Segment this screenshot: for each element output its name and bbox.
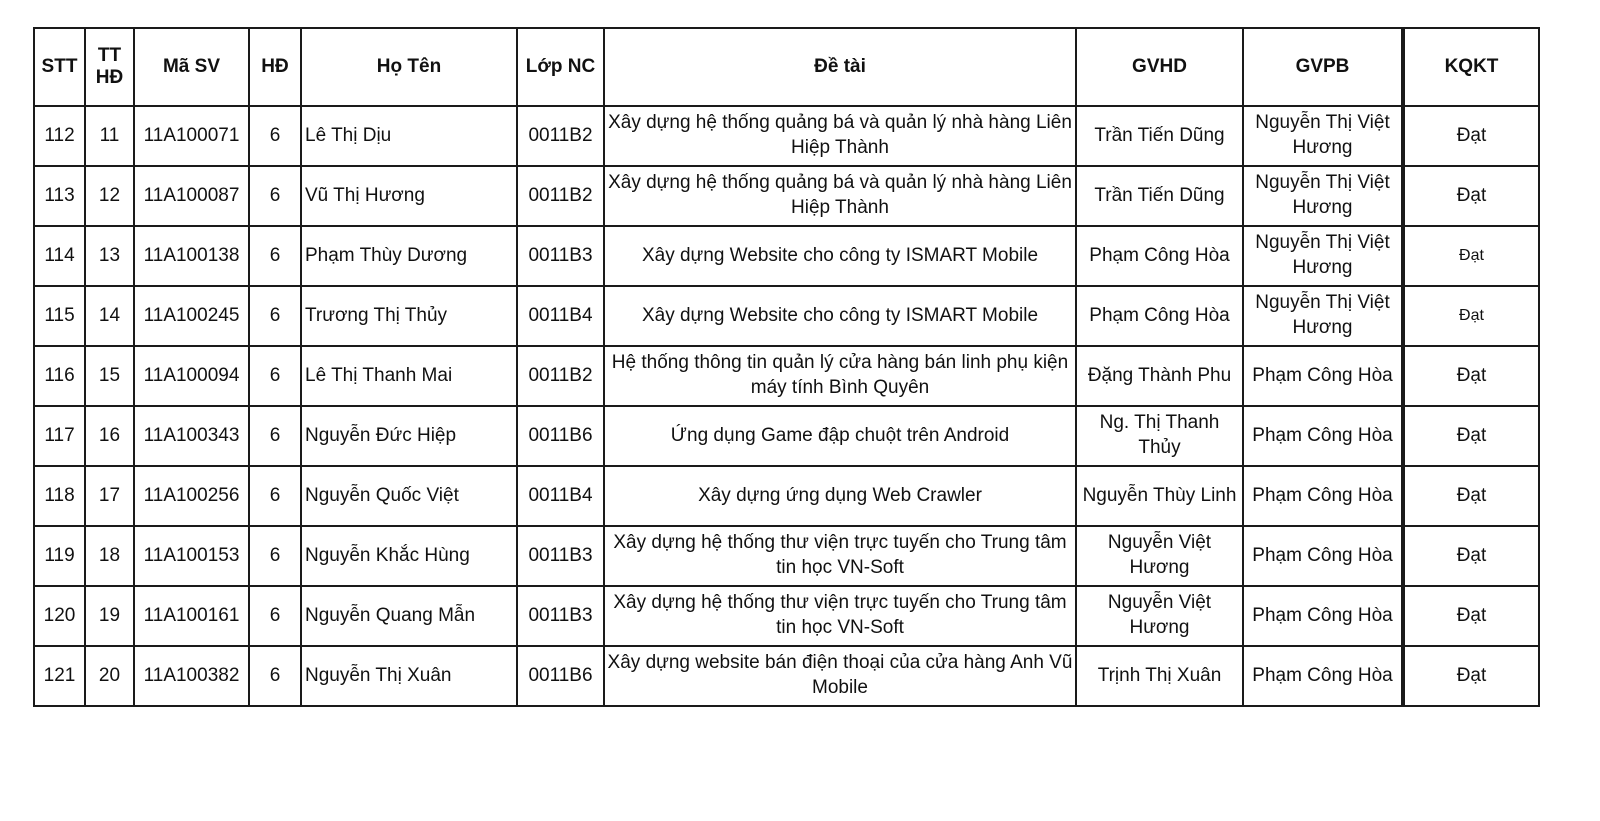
cell-ho-ten: Nguyễn Quang Mẫn xyxy=(301,586,517,646)
cell-gvpb: Phạm Công Hòa xyxy=(1243,466,1403,526)
cell-gvhd: Nguyễn Việt Hương xyxy=(1076,586,1243,646)
header-de-tai: Đề tài xyxy=(604,28,1076,106)
table-row xyxy=(34,526,1539,586)
header-ho-ten: Họ Tên xyxy=(301,28,517,106)
cell-gvhd: Trịnh Thị Xuân xyxy=(1076,646,1243,706)
cell-de-tai: Xây dựng website bán điện thoại của cửa hàng Anh Vũ Mobile xyxy=(604,646,1076,706)
cell-lop-nc: 0011B2 xyxy=(517,166,604,226)
cell-gvhd: Ng. Thị Thanh Thủy xyxy=(1076,406,1243,466)
cell-stt: 120 xyxy=(34,586,85,646)
cell-stt: 116 xyxy=(34,346,85,406)
cell-lop-nc: 0011B3 xyxy=(517,586,604,646)
cell-lop-nc: 0011B4 xyxy=(517,466,604,526)
cell-de-tai: Xây dựng Website cho công ty ISMART Mobile xyxy=(604,286,1076,346)
table-row xyxy=(34,286,1539,346)
table-row xyxy=(34,406,1539,466)
cell-kqkt: Đạt xyxy=(1403,406,1539,466)
cell-gvpb: Phạm Công Hòa xyxy=(1243,346,1403,406)
cell-gvpb: Phạm Công Hòa xyxy=(1243,646,1403,706)
cell-ho-ten: Vũ Thị Hương xyxy=(301,166,517,226)
cell-lop-nc: 0011B3 xyxy=(517,226,604,286)
cell-tt-hd: 11 xyxy=(85,106,134,166)
cell-hd: 6 xyxy=(249,166,301,226)
cell-hd: 6 xyxy=(249,286,301,346)
cell-ho-ten: Phạm Thùy Dương xyxy=(301,226,517,286)
table-body xyxy=(34,106,1539,706)
cell-ho-ten: Nguyễn Thị Xuân xyxy=(301,646,517,706)
cell-stt: 114 xyxy=(34,226,85,286)
cell-stt: 113 xyxy=(34,166,85,226)
cell-gvhd: Nguyễn Thùy Linh xyxy=(1076,466,1243,526)
cell-ho-ten: Lê Thị Thanh Mai xyxy=(301,346,517,406)
cell-de-tai: Xây dựng ứng dụng Web Crawler xyxy=(604,466,1076,526)
cell-gvpb: Phạm Công Hòa xyxy=(1243,586,1403,646)
table-row xyxy=(34,646,1539,706)
table-header xyxy=(34,28,1539,106)
cell-tt-hd: 17 xyxy=(85,466,134,526)
cell-ma-sv: 11A100161 xyxy=(134,586,249,646)
results-table xyxy=(33,27,1540,707)
cell-stt: 112 xyxy=(34,106,85,166)
cell-gvpb: Phạm Công Hòa xyxy=(1243,526,1403,586)
cell-lop-nc: 0011B3 xyxy=(517,526,604,586)
cell-hd: 6 xyxy=(249,586,301,646)
cell-de-tai: Ứng dụng Game đập chuột trên Android xyxy=(604,406,1076,466)
cell-kqkt: Đạt xyxy=(1403,226,1539,286)
cell-lop-nc: 0011B6 xyxy=(517,646,604,706)
cell-gvpb: Nguyễn Thị Việt Hương xyxy=(1243,106,1403,166)
header-stt: STT xyxy=(34,28,85,106)
cell-stt: 115 xyxy=(34,286,85,346)
cell-lop-nc: 0011B2 xyxy=(517,346,604,406)
cell-hd: 6 xyxy=(249,406,301,466)
table-row xyxy=(34,106,1539,166)
cell-kqkt: Đạt xyxy=(1403,586,1539,646)
table-row xyxy=(34,226,1539,286)
header-ma-sv: Mã SV xyxy=(134,28,249,106)
cell-kqkt: Đạt xyxy=(1403,166,1539,226)
header-row xyxy=(34,28,1539,106)
cell-ma-sv: 11A100153 xyxy=(134,526,249,586)
cell-ho-ten: Trương Thị Thủy xyxy=(301,286,517,346)
cell-stt: 121 xyxy=(34,646,85,706)
cell-lop-nc: 0011B4 xyxy=(517,286,604,346)
cell-tt-hd: 16 xyxy=(85,406,134,466)
cell-gvhd: Phạm Công Hòa xyxy=(1076,226,1243,286)
cell-de-tai: Xây dựng hệ thống quảng bá và quản lý nhà hàng Liên Hiệp Thành xyxy=(604,166,1076,226)
header-lop-nc: Lớp NC xyxy=(517,28,604,106)
cell-hd: 6 xyxy=(249,526,301,586)
cell-hd: 6 xyxy=(249,106,301,166)
cell-ma-sv: 11A100343 xyxy=(134,406,249,466)
cell-stt: 119 xyxy=(34,526,85,586)
cell-ma-sv: 11A100382 xyxy=(134,646,249,706)
cell-gvhd: Trần Tiến Dũng xyxy=(1076,106,1243,166)
cell-hd: 6 xyxy=(249,466,301,526)
cell-ma-sv: 11A100087 xyxy=(134,166,249,226)
cell-ma-sv: 11A100256 xyxy=(134,466,249,526)
cell-ho-ten: Nguyễn Đức Hiệp xyxy=(301,406,517,466)
cell-ma-sv: 11A100138 xyxy=(134,226,249,286)
cell-tt-hd: 12 xyxy=(85,166,134,226)
cell-tt-hd: 13 xyxy=(85,226,134,286)
cell-kqkt: Đạt xyxy=(1403,466,1539,526)
cell-kqkt: Đạt xyxy=(1403,346,1539,406)
cell-ho-ten: Lê Thị Dịu xyxy=(301,106,517,166)
cell-tt-hd: 19 xyxy=(85,586,134,646)
cell-hd: 6 xyxy=(249,226,301,286)
cell-de-tai: Hệ thống thông tin quản lý cửa hàng bán linh phụ kiện máy tính Bình Quyên xyxy=(604,346,1076,406)
cell-gvhd: Trần Tiến Dũng xyxy=(1076,166,1243,226)
cell-gvpb: Nguyễn Thị Việt Hương xyxy=(1243,226,1403,286)
cell-gvhd: Phạm Công Hòa xyxy=(1076,286,1243,346)
cell-gvpb: Nguyễn Thị Việt Hương xyxy=(1243,166,1403,226)
cell-ma-sv: 11A100245 xyxy=(134,286,249,346)
cell-stt: 117 xyxy=(34,406,85,466)
header-tt-hd: TT HĐ xyxy=(85,28,134,106)
cell-kqkt: Đạt xyxy=(1403,526,1539,586)
header-gvhd: GVHD xyxy=(1076,28,1243,106)
cell-de-tai: Xây dựng Website cho công ty ISMART Mobile xyxy=(604,226,1076,286)
cell-tt-hd: 14 xyxy=(85,286,134,346)
cell-ho-ten: Nguyễn Khắc Hùng xyxy=(301,526,517,586)
cell-gvhd: Đặng Thành Phu xyxy=(1076,346,1243,406)
cell-lop-nc: 0011B6 xyxy=(517,406,604,466)
cell-gvhd: Nguyễn Việt Hương xyxy=(1076,526,1243,586)
cell-kqkt: Đạt xyxy=(1403,646,1539,706)
cell-de-tai: Xây dựng hệ thống thư viện trực tuyến cho Trung tâm tin học VN-Soft xyxy=(604,586,1076,646)
cell-gvpb: Nguyễn Thị Việt Hương xyxy=(1243,286,1403,346)
cell-tt-hd: 20 xyxy=(85,646,134,706)
header-hd: HĐ xyxy=(249,28,301,106)
table-row xyxy=(34,346,1539,406)
cell-hd: 6 xyxy=(249,346,301,406)
table-row xyxy=(34,586,1539,646)
cell-stt: 118 xyxy=(34,466,85,526)
cell-ma-sv: 11A100094 xyxy=(134,346,249,406)
cell-tt-hd: 15 xyxy=(85,346,134,406)
cell-ho-ten: Nguyễn Quốc Việt xyxy=(301,466,517,526)
cell-tt-hd: 18 xyxy=(85,526,134,586)
header-gvpb: GVPB xyxy=(1243,28,1403,106)
table-row xyxy=(34,466,1539,526)
cell-de-tai: Xây dựng hệ thống thư viện trực tuyến cho Trung tâm tin học VN-Soft xyxy=(604,526,1076,586)
table-row xyxy=(34,166,1539,226)
cell-kqkt: Đạt xyxy=(1403,106,1539,166)
header-kqkt: KQKT xyxy=(1403,28,1539,106)
cell-lop-nc: 0011B2 xyxy=(517,106,604,166)
cell-hd: 6 xyxy=(249,646,301,706)
cell-gvpb: Phạm Công Hòa xyxy=(1243,406,1403,466)
cell-de-tai: Xây dựng hệ thống quảng bá và quản lý nhà hàng Liên Hiệp Thành xyxy=(604,106,1076,166)
cell-ma-sv: 11A100071 xyxy=(134,106,249,166)
cell-kqkt: Đạt xyxy=(1403,286,1539,346)
